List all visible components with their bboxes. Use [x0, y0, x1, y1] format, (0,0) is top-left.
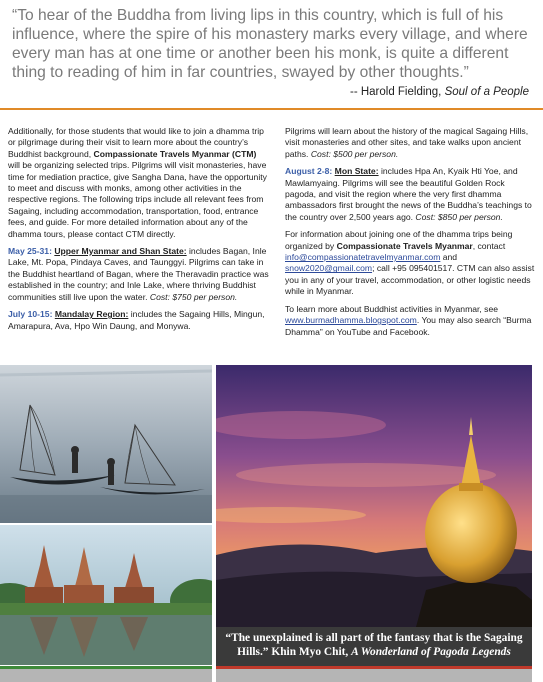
footer-bar-gray-right	[216, 669, 532, 682]
trip-august	[285, 166, 537, 223]
contact-text: For information about joining one of the dhamma trips being organized by	[285, 229, 513, 251]
trip-date: July 10-15:	[8, 309, 53, 320]
trip-date: August 2-8:	[285, 166, 333, 177]
intro-text: Additionally, for those students that would like to join a dhamma trip or pilgrimage during their visit to learn more about the country’s Buddhist background,	[8, 126, 264, 159]
trip-date: May 25-31:	[8, 246, 52, 257]
trip-name: Upper Myanmar and Shan State:	[54, 246, 187, 257]
temples-photo	[0, 525, 212, 665]
trip-description: includes the Sagaing Hills, Mingun, Amarapura, Ava, Hpo Win Daung, and Monywa.	[8, 309, 265, 331]
org-name: Compassionate Travels Myanmar	[336, 240, 473, 251]
learn-text: To learn more about Buddhist activities in Myanmar, see	[285, 303, 499, 314]
left-column	[8, 126, 270, 338]
trip-description: includes Hpa An, Kyaik Hti Yoe, and Mawlamyaing. Pilgrims will see the beautiful Golden Rock pagoda, and visit the region where the very first dhamma ambassadors first brought the news of the Buddha’s teachings to the country over 2,500 years ago.	[285, 166, 532, 222]
email-link-snow[interactable]: snow2020@gmail.com	[285, 263, 373, 274]
trip-description: Pilgrims will learn about the history of the magical Sagaing Hills, visit monasteries and other sites, and take walks upon ancient paths.	[285, 126, 529, 159]
contact-text: ; call +95 095401517. CTM can also assist you in any of your travel, accommodation, or other logistic needs while in Myanmar.	[285, 263, 535, 297]
trip-cost: Cost: $750 per person.	[149, 291, 238, 302]
learn-text: . You may also search “Burma Dhamma” on YouTube and Facebook.	[285, 315, 532, 337]
caption-source: A Wonderland of Pagoda Legends	[351, 646, 511, 658]
trip-july	[8, 309, 270, 332]
footer-bar-green	[0, 666, 212, 669]
intro-text-cont: will be organizing selected trips. Pilgrims will visit monasteries, have time for mediation practice, give Sangha Dana, have the opportunity to meet and discuss with monks, among other activities in the respective regions. The following trips include all relevant fees from Sagaing, including accommodation, transportation, food, entrance fees, and guide. For more detailed information about any of the dhamma tours, please contact CTM directly.	[8, 160, 267, 239]
right-column	[285, 126, 537, 344]
caption-quote: “The unexplained is all part of the fantasy that is the Sagaing Hills.” Khin Myo Chit,	[225, 632, 523, 658]
contact-paragraph	[285, 229, 537, 297]
quote-attribution	[350, 86, 529, 98]
trip-name: Mandalay Region:	[54, 309, 129, 320]
trip-july-cont	[285, 126, 537, 160]
contact-text: , contact	[472, 240, 506, 251]
quote-source: Soul of a People	[444, 86, 529, 98]
trip-description: includes Bagan, Inle Lake, Mt. Popa, Pindaya Caves, and Taunggyi. Pilgrims can take in the Buddhist heartland of Bagan, where the Theravadin practice was established in the country; and Inle Lake, where thriving Buddhist communities still live upon the water.	[8, 246, 269, 302]
orange-divider	[0, 108, 543, 110]
org-name: Compassionate Travels Myanmar (CTM)	[93, 148, 257, 159]
email-link-info[interactable]: info@compassionatetravelmyanmar.com	[285, 252, 441, 263]
intro-paragraph	[8, 126, 270, 240]
trip-cost: Cost: $500 per person.	[310, 148, 399, 159]
contact-text: and	[442, 252, 458, 263]
trip-may	[8, 246, 270, 303]
blog-link[interactable]: www.burmadhamma.blogspot.com	[285, 315, 417, 326]
trip-cost: Cost: $850 per person.	[415, 211, 503, 222]
quote-author: -- Harold Fielding,	[349, 86, 442, 98]
learn-more-paragraph	[285, 304, 537, 338]
trip-name: Mon State:	[334, 166, 379, 177]
photo-caption	[216, 627, 532, 666]
fishermen-photo	[0, 365, 212, 523]
pull-quote: “To hear of the Buddha from living lips in this country, which is full of his influence, where the spire of his monastery marks every village, and where every man has at one time or another been his monk, is quite a different thing to reading of him in far countries, swayed by other thoughts.”	[12, 7, 528, 81]
golden-rock-photo	[216, 365, 532, 627]
